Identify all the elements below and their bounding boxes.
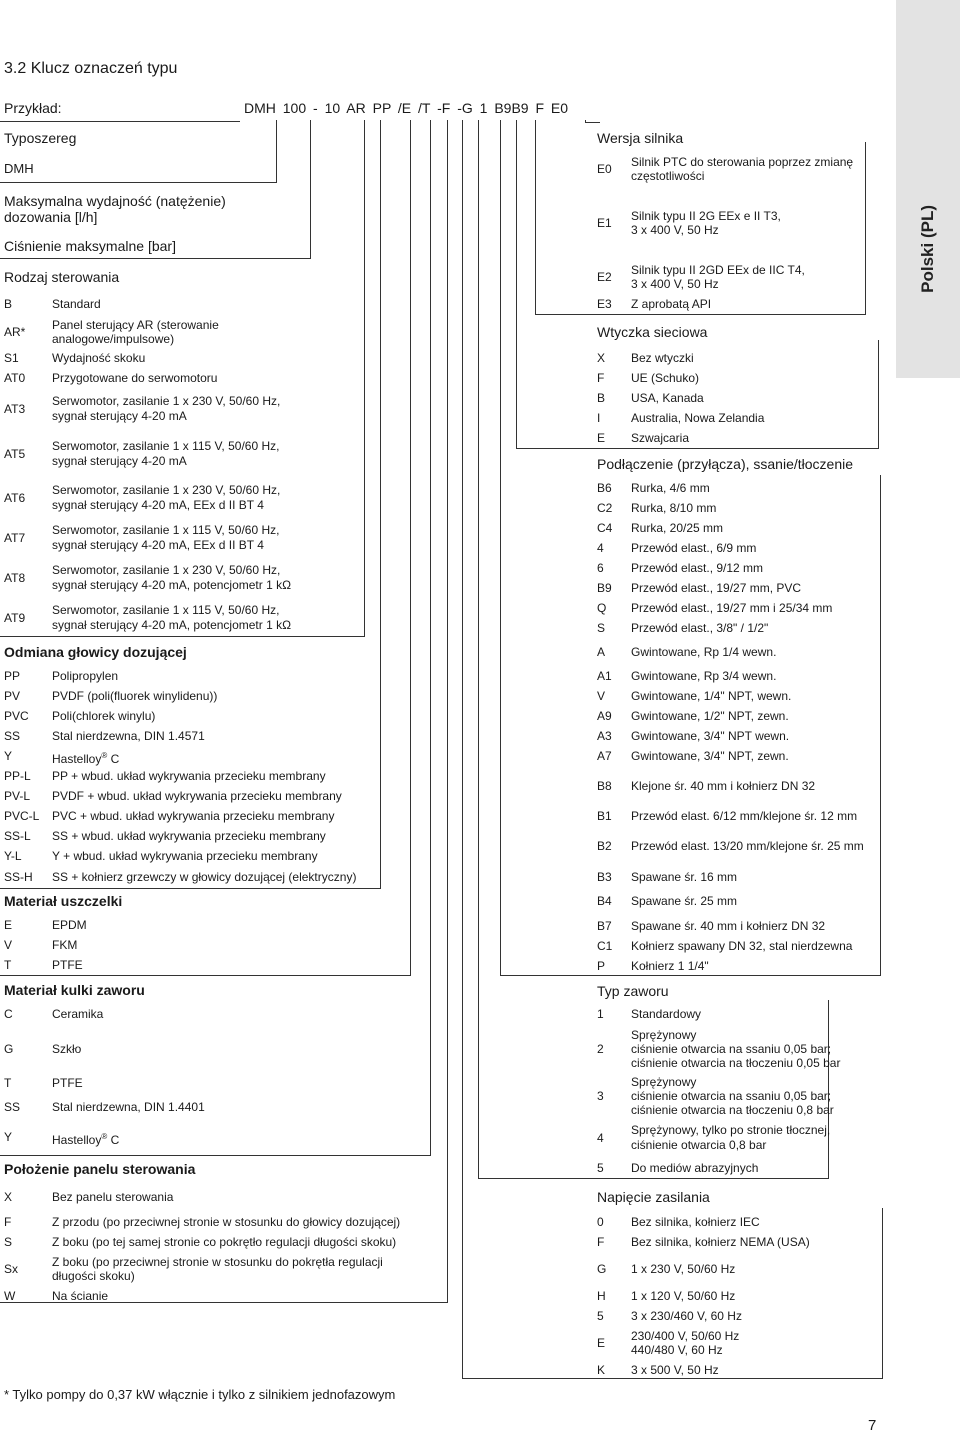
language-label: Polski (PL) xyxy=(918,205,937,293)
connection-title: Podłączenie (przyłącza), ssanie/tłoczenie xyxy=(597,456,854,472)
list-item: 3 Sprężynowy ciśnienie otwarcia na ssaniu 0,05 bar; ciśnienie otwarcia na tłoczeniu 0,8 bar xyxy=(597,1075,834,1117)
list-item: AT6 Serwomotor, zasilanie 1 x 230 V, 50/60 Hz, sygnał sterujący 4-20 mA, EEx d II BT 4 xyxy=(4,483,281,512)
example-label: Przykład: xyxy=(4,100,62,116)
list-item: E1 Silnik typu II 2G EEx e II T3, 3 x 400 V, 50 Hz xyxy=(597,209,781,237)
page-number: 7 xyxy=(868,1417,877,1434)
series-value: DMH xyxy=(4,161,34,176)
list-item: 2 Sprężynowy ciśnienie otwarcia na ssaniu 0,05 bar; ciśnienie otwarcia na tłoczeniu 0,05 bar xyxy=(597,1028,841,1070)
list-item: 4 Sprężynowy, tylko po stronie tłocznej, ciśnienie otwarcia 0,8 bar xyxy=(597,1123,831,1152)
example-type-code: DMH 100 - 10 AR PP /E /T -F -G 1 B9B9 F E0 xyxy=(244,100,569,116)
list-item: AT7 Serwomotor, zasilanie 1 x 115 V, 50/60 Hz, sygnał sterujący 4-20 mA, EEx d II BT 4 xyxy=(4,523,280,552)
max-capacity-title: Maksymalna wydajność (natężenie) dozowania [l/h] xyxy=(4,193,226,225)
series-title: Typoszereg xyxy=(4,130,77,146)
list-item: AT3 Serwomotor, zasilanie 1 x 230 V, 50/60 Hz, sygnał sterujący 4-20 mA xyxy=(4,394,281,423)
footnote: * Tylko pompy do 0,37 kW włącznie i tylko z silnikiem jednofazowym xyxy=(4,1387,396,1402)
list-item: AT8 Serwomotor, zasilanie 1 x 230 V, 50/60 Hz, sygnał sterujący 4-20 mA, potencjometr 1 kΩ xyxy=(4,563,292,592)
list-item: AR* Panel sterujący AR (sterowanie analogowe/impulsowe) xyxy=(4,318,219,346)
list-item: AT9 Serwomotor, zasilanie 1 x 115 V, 50/60 Hz, sygnał sterujący 4-20 mA, potencjometr 1 kΩ xyxy=(4,603,292,632)
page-title: 3.2 Klucz oznaczeń typu xyxy=(4,60,178,77)
language-side-tab xyxy=(896,0,960,378)
supply-voltage-title: Napięcie zasilania xyxy=(597,1189,710,1205)
valve-ball-title: Materiał kulki zaworu xyxy=(4,982,145,998)
seal-material-title: Materiał uszczelki xyxy=(4,893,123,909)
max-pressure-title: Ciśnienie maksymalne [bar] xyxy=(4,238,176,254)
motor-version-title: Wersja silnika xyxy=(597,130,684,146)
list-item: E 230/400 V, 50/60 Hz 440/480 V, 60 Hz xyxy=(597,1329,740,1357)
control-type-title: Rodzaj sterowania xyxy=(4,269,120,285)
list-item: E0 Silnik PTC do sterowania poprzez zmianę częstotliwości xyxy=(597,155,854,183)
valve-type-title: Typ zaworu xyxy=(597,983,669,999)
plug-title: Wtyczka sieciowa xyxy=(597,324,708,340)
list-item: AT5 Serwomotor, zasilanie 1 x 115 V, 50/60 Hz, sygnał sterujący 4-20 mA xyxy=(4,439,280,468)
list-item: E2 Silnik typu II 2GD EEx de IIC T4, 3 x 400 V, 50 Hz xyxy=(597,263,805,291)
panel-position-title: Położenie panelu sterowania xyxy=(4,1161,196,1177)
list-item: Sx Z boku (po przeciwnej stronie w stosunku do pokrętła regulacji długości skoku) xyxy=(4,1255,383,1283)
dosing-head-title: Odmiana głowicy dozującej xyxy=(4,644,187,660)
